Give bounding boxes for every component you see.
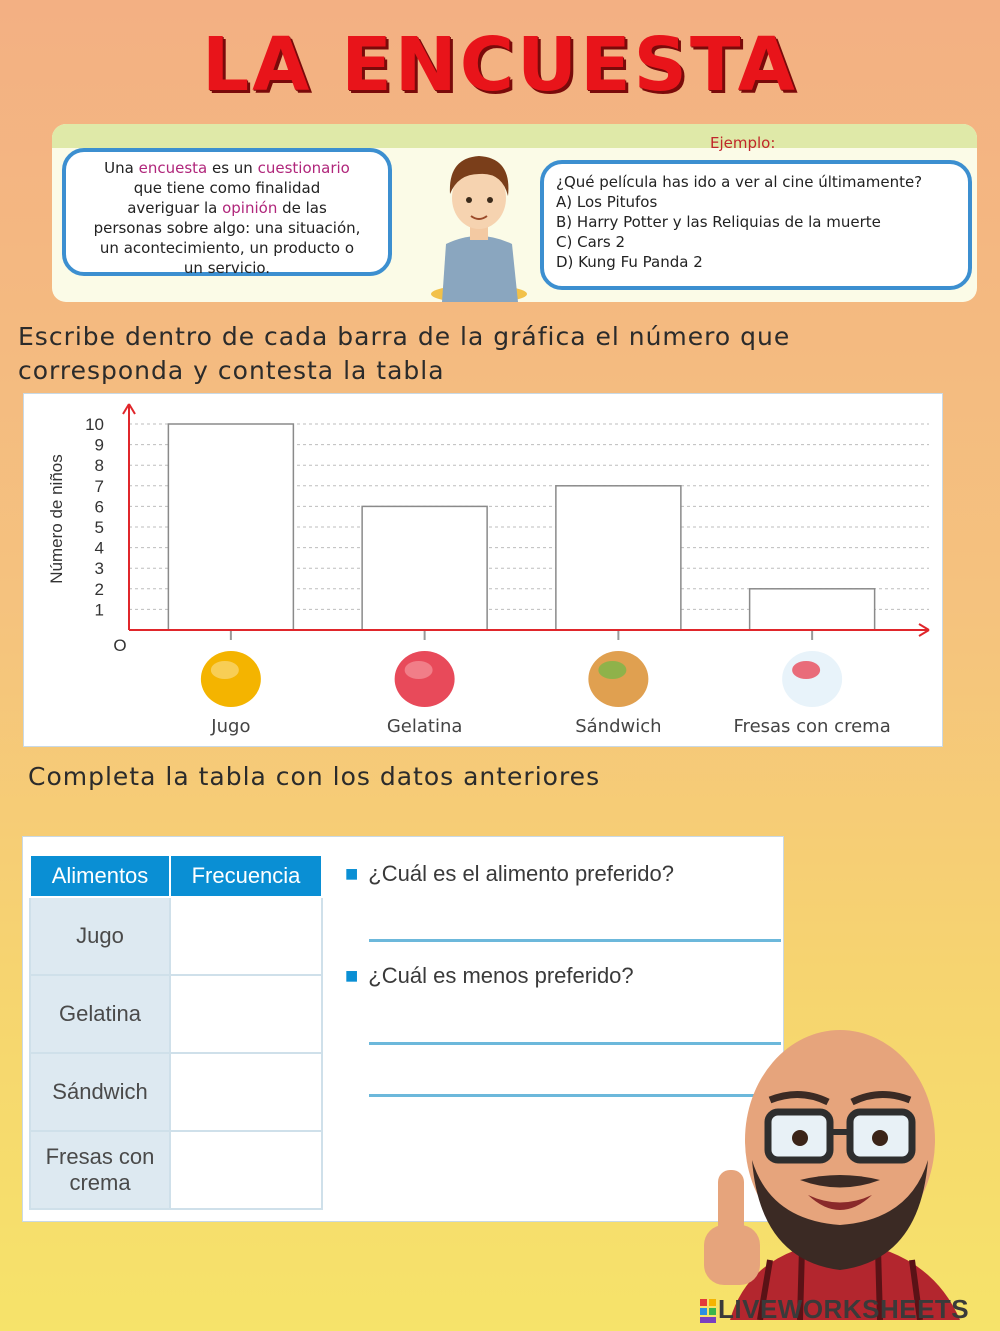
x-tick-label: Sándwich — [575, 716, 662, 737]
table-panel — [22, 836, 784, 1222]
frequency-input[interactable] — [170, 1053, 322, 1131]
y-tick-label: 10 — [85, 415, 104, 434]
x-tick-label: Fresas con crema — [733, 716, 891, 737]
example-bubble — [540, 160, 972, 290]
definition-bubble — [62, 148, 392, 276]
food-icon — [395, 651, 455, 707]
def-line-5: un acontecimiento, un producto o — [99, 239, 355, 257]
x-tick-label: Gelatina — [386, 716, 463, 737]
bar-jugo[interactable] — [168, 424, 293, 630]
origin-label: O — [113, 636, 127, 655]
table-cell-label: Jugo — [30, 897, 170, 975]
food-icon — [588, 651, 648, 707]
table-row — [30, 1053, 322, 1131]
y-tick-label: 9 — [94, 435, 104, 455]
example-label: Ejemplo: — [710, 134, 776, 152]
boy-illustration — [424, 136, 534, 302]
liveworksheets-mark — [700, 1299, 716, 1323]
instruction-line: Escribe dentro de cada barra de la gráfica el número que — [18, 322, 791, 351]
y-tick-label: 7 — [94, 476, 104, 496]
example-option: C) Cars 2 — [556, 233, 626, 251]
answer-line-1[interactable] — [369, 939, 781, 942]
y-tick-label: 3 — [94, 559, 104, 579]
food-icon — [782, 651, 842, 707]
bar-gelatina[interactable] — [362, 506, 487, 630]
y-tick-label: 8 — [94, 456, 104, 476]
bar-sándwich[interactable] — [556, 486, 681, 630]
y-axis-label: Número de niños — [47, 454, 66, 584]
definition-banner — [52, 124, 977, 302]
instruction-table: Completa la tabla con los datos anteriores — [28, 762, 601, 791]
teacher-avatar — [690, 1020, 990, 1320]
y-tick-label: 2 — [94, 579, 104, 599]
page-title: LA ENCUESTA — [202, 22, 798, 108]
table-header: Frecuencia — [170, 855, 322, 897]
frequency-input[interactable] — [170, 975, 322, 1053]
def-line-3: averiguar la opinión de las — [127, 199, 327, 217]
def-line-1: Una encuesta es un cuestionario — [104, 159, 350, 177]
instruction-line: corresponda y contesta la tabla — [18, 356, 445, 385]
example-option: D) Kung Fu Panda 2 — [556, 253, 703, 271]
table-cell-label: Sándwich — [30, 1053, 170, 1131]
y-tick-label: 5 — [94, 518, 104, 537]
def-line-6: un servicio. — [183, 259, 271, 277]
bar-chart-panel — [23, 393, 943, 747]
example-option: A) Los Pitufos — [556, 193, 658, 211]
frequency-table — [29, 854, 323, 1210]
table-cell-label: Gelatina — [30, 975, 170, 1053]
table-row — [30, 975, 322, 1053]
instruction-chart — [18, 320, 790, 388]
bar-fresas-con-crema[interactable] — [750, 589, 875, 630]
table-row — [30, 1131, 322, 1209]
table-cell-label: Fresas con crema — [30, 1131, 170, 1209]
y-tick-label: 1 — [94, 600, 104, 620]
bar-chart — [24, 394, 942, 746]
liveworksheets-logo: LIVEWORKSHEETS — [700, 1294, 969, 1325]
x-tick-label: Jugo — [211, 716, 251, 737]
example-question: ¿Qué película has ido a ver al cine últimamente? — [556, 173, 923, 191]
y-tick-label: 4 — [94, 538, 104, 558]
table-row — [30, 897, 322, 975]
food-icon — [201, 651, 261, 707]
frequency-input[interactable] — [170, 897, 322, 975]
example-option: B) Harry Potter y las Reliquias de la muerte — [556, 213, 881, 231]
def-line-2: que tiene como finalidad — [133, 179, 321, 197]
table-header: Alimentos — [30, 855, 170, 897]
question-2: ■ ¿Cuál es menos preferido? — [345, 963, 634, 988]
frequency-input[interactable] — [170, 1131, 322, 1209]
def-line-4: personas sobre algo: una situación, — [93, 219, 361, 237]
question-1: ■ ¿Cuál es el alimento preferido? — [345, 861, 675, 886]
y-tick-label: 6 — [94, 497, 104, 517]
